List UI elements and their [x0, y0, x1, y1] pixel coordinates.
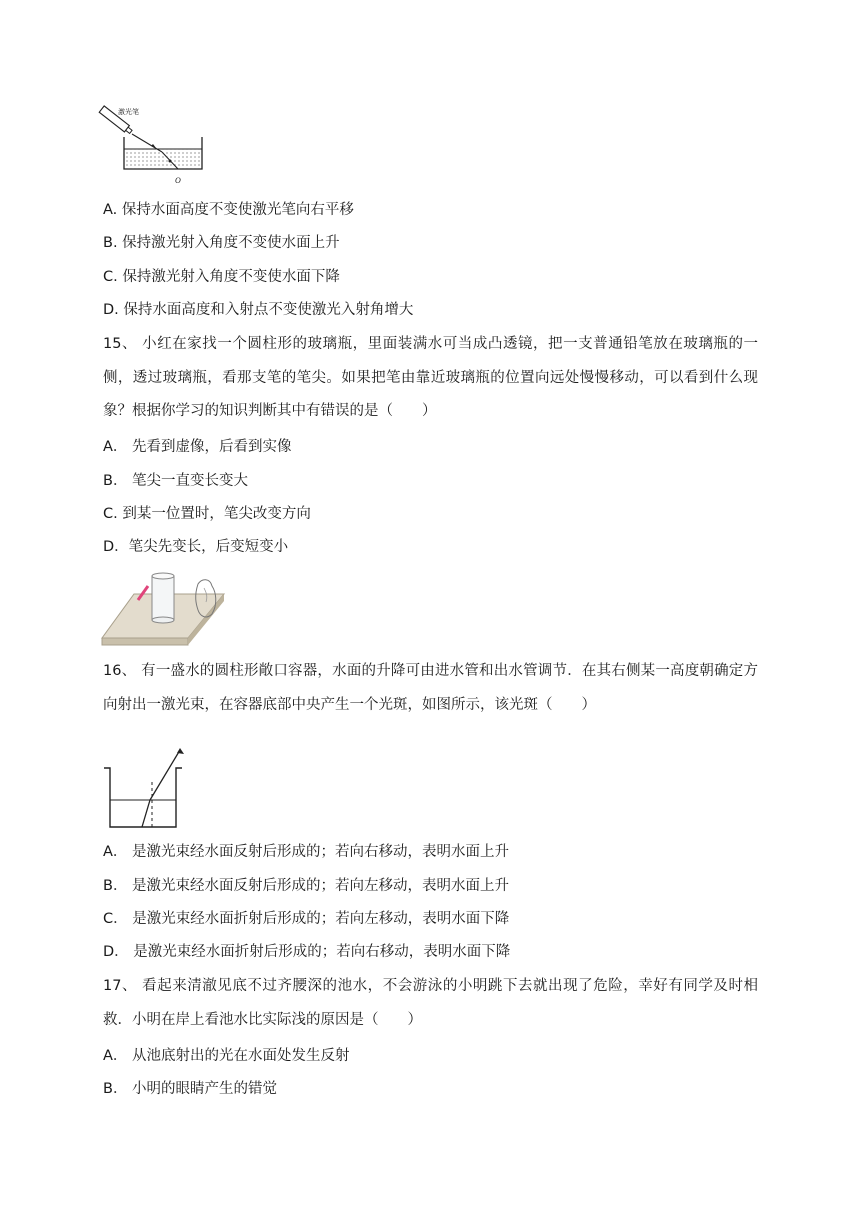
q15-option-a: A． 先看到虚像，后看到实像: [103, 439, 292, 455]
q16-question: 16、 有一盛水的圆柱形敞口容器，水面的升降可由进水管和出水管调节．在其右侧某一高度朝确定方向射出一激光束，在容器底部中央产生一个光斑，如图所示，该光斑（ ）: [103, 663, 758, 713]
q14-option-d: D. 保持水面高度和入射点不变使激光入射角增大: [103, 302, 414, 318]
q14-option-b: B. 保持激光射入角度不变使水面上升: [103, 235, 340, 251]
q17-option-b: B． 小明的眼睛产生的错觉: [103, 1081, 278, 1097]
q16-option-a: A． 是激光束经水面反射后形成的；若向右移动，表明水面上升: [103, 844, 510, 860]
water-region: [124, 149, 202, 169]
q17-question: 17、 看起来清澈见底不过齐腰深的池水，不会游泳的小明跳下去就出现了危险，幸好有同学及时相救．小明在岸上看池水比实际浅的原因是（ ）: [103, 978, 758, 1028]
q15-option-c: C. 到某一位置时，笔尖改变方向: [103, 506, 311, 522]
glass-bottle-figure: [100, 570, 225, 652]
laser-container-figure: [98, 104, 210, 186]
q14-option-c: C. 保持激光射入角度不变使水面下降: [103, 269, 340, 285]
q15-question: 15、 小红在家找一个圆柱形的玻璃瓶，里面装满水可当成凸透镜，把一支普通铅笔放在玻璃瓶的一侧，透过玻璃瓶，看那支笔的笔尖。如果把笔由靠近玻璃瓶的位置向远处慢慢移动，可以看到什么现象？根据你学习的知识判断其中有错误的是（ ）: [103, 336, 758, 419]
q14-option-a: A. 保持水面高度不变使激光笔向右平移: [103, 202, 354, 218]
container-outline: [104, 768, 182, 827]
q17-option-a: A． 从池底射出的光在水面处发生反射: [103, 1048, 350, 1064]
point-label: O: [175, 176, 181, 185]
q16-option-d: D． 是激光束经水面折射后形成的；若向右移动，表明水面下降: [103, 944, 511, 960]
board-edge: [102, 638, 188, 645]
q15-option-b: B． 笔尖一直变长变大: [103, 473, 249, 489]
pen-label: 激光笔: [118, 108, 139, 116]
q16-option-c: C． 是激光束经水面折射后形成的；若向左移动，表明水面下降: [103, 911, 510, 927]
refracted-beam: [142, 800, 150, 827]
q15-option-d: D．笔尖先变长，后变短变小: [103, 539, 289, 555]
glass-bottle: [152, 576, 174, 620]
laser-spot-figure: [100, 742, 195, 832]
q16-option-b: B． 是激光束经水面反射后形成的；若向左移动，表明水面上升: [103, 878, 510, 894]
